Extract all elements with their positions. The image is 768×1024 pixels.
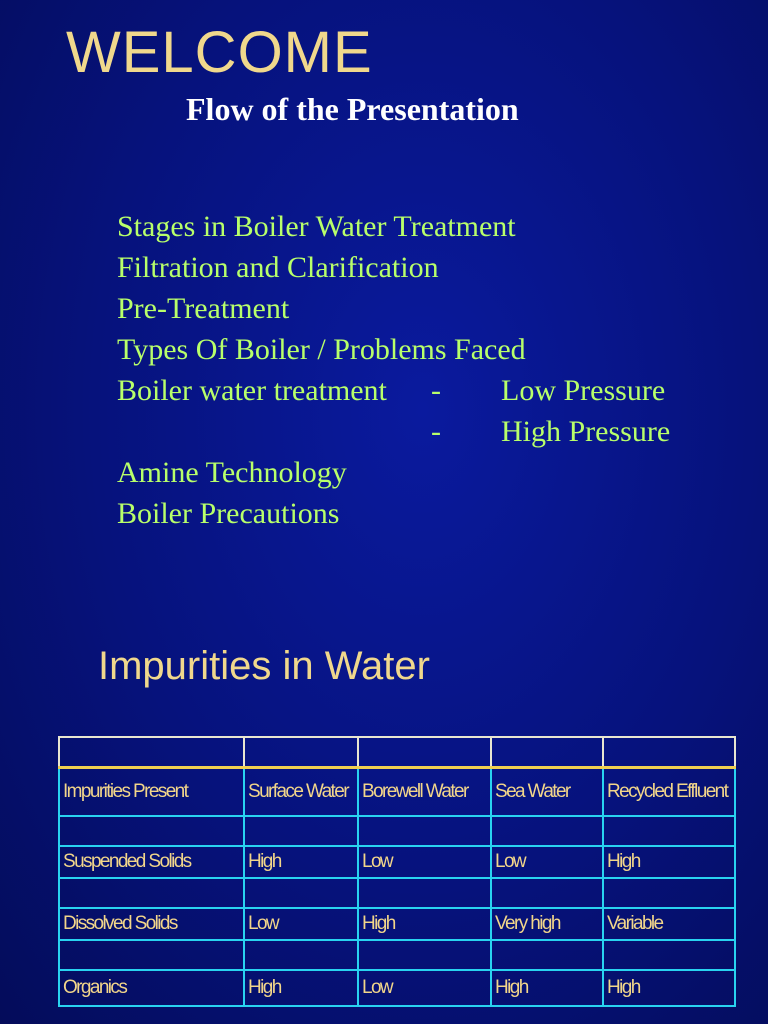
agenda-item-high-pressure bbox=[117, 411, 737, 452]
table-cell: Low bbox=[491, 846, 603, 878]
blank-cell bbox=[244, 737, 358, 768]
high-pressure-dash: - bbox=[431, 415, 441, 448]
table-spacer-row bbox=[59, 816, 735, 846]
table-blank-header-row bbox=[59, 737, 735, 768]
column-header: Recycled Effluent bbox=[603, 768, 735, 817]
table-cell: High bbox=[491, 970, 603, 1006]
table-cell: High bbox=[244, 846, 358, 878]
column-header: Borewell Water bbox=[358, 768, 491, 817]
table-header-row bbox=[59, 768, 735, 817]
table-cell: Dissolved Solids bbox=[59, 908, 244, 940]
column-header: Surface Water bbox=[244, 768, 358, 817]
table-cell: Low bbox=[358, 970, 491, 1006]
table-cell: High bbox=[358, 908, 491, 940]
agenda-list bbox=[117, 206, 737, 534]
agenda-item: Types Of Boiler / Problems Faced bbox=[117, 333, 526, 366]
column-header: Sea Water bbox=[491, 768, 603, 817]
agenda-item: Boiler Precautions bbox=[117, 497, 340, 530]
boiler-treatment-label: Boiler water treatment bbox=[117, 374, 387, 407]
table-cell: Variable bbox=[603, 908, 735, 940]
agenda-item-boiler-treatment bbox=[117, 370, 737, 411]
agenda-item: Pre-Treatment bbox=[117, 292, 290, 325]
impurities-title: Impurities in Water bbox=[98, 644, 430, 688]
table-row bbox=[59, 908, 735, 940]
boiler-treatment-dash: - bbox=[431, 374, 441, 407]
table-cell: High bbox=[603, 970, 735, 1006]
agenda-item: Amine Technology bbox=[117, 456, 347, 489]
table-cell: Low bbox=[358, 846, 491, 878]
presentation-subtitle: Flow of the Presentation bbox=[186, 91, 519, 127]
table-row bbox=[59, 970, 735, 1006]
agenda-item: Stages in Boiler Water Treatment bbox=[117, 210, 516, 243]
blank-cell bbox=[491, 737, 603, 768]
table-cell: Suspended Solids bbox=[59, 846, 244, 878]
impurities-table bbox=[58, 736, 736, 1007]
agenda-item: Filtration and Clarification bbox=[117, 251, 439, 284]
table-cell: Low bbox=[244, 908, 358, 940]
table-row bbox=[59, 846, 735, 878]
table-cell: High bbox=[603, 846, 735, 878]
high-pressure-label: High Pressure bbox=[501, 415, 671, 448]
table-spacer-row bbox=[59, 940, 735, 970]
blank-cell bbox=[59, 737, 244, 768]
table-spacer-row bbox=[59, 878, 735, 908]
column-header: Impurities Present bbox=[59, 768, 244, 817]
table-cell: Very high bbox=[491, 908, 603, 940]
blank-cell bbox=[358, 737, 491, 768]
table-cell: Organics bbox=[59, 970, 244, 1006]
table-cell: High bbox=[244, 970, 358, 1006]
welcome-heading: WELCOME bbox=[66, 20, 373, 85]
low-pressure-label: Low Pressure bbox=[501, 374, 666, 407]
blank-cell bbox=[603, 737, 735, 768]
